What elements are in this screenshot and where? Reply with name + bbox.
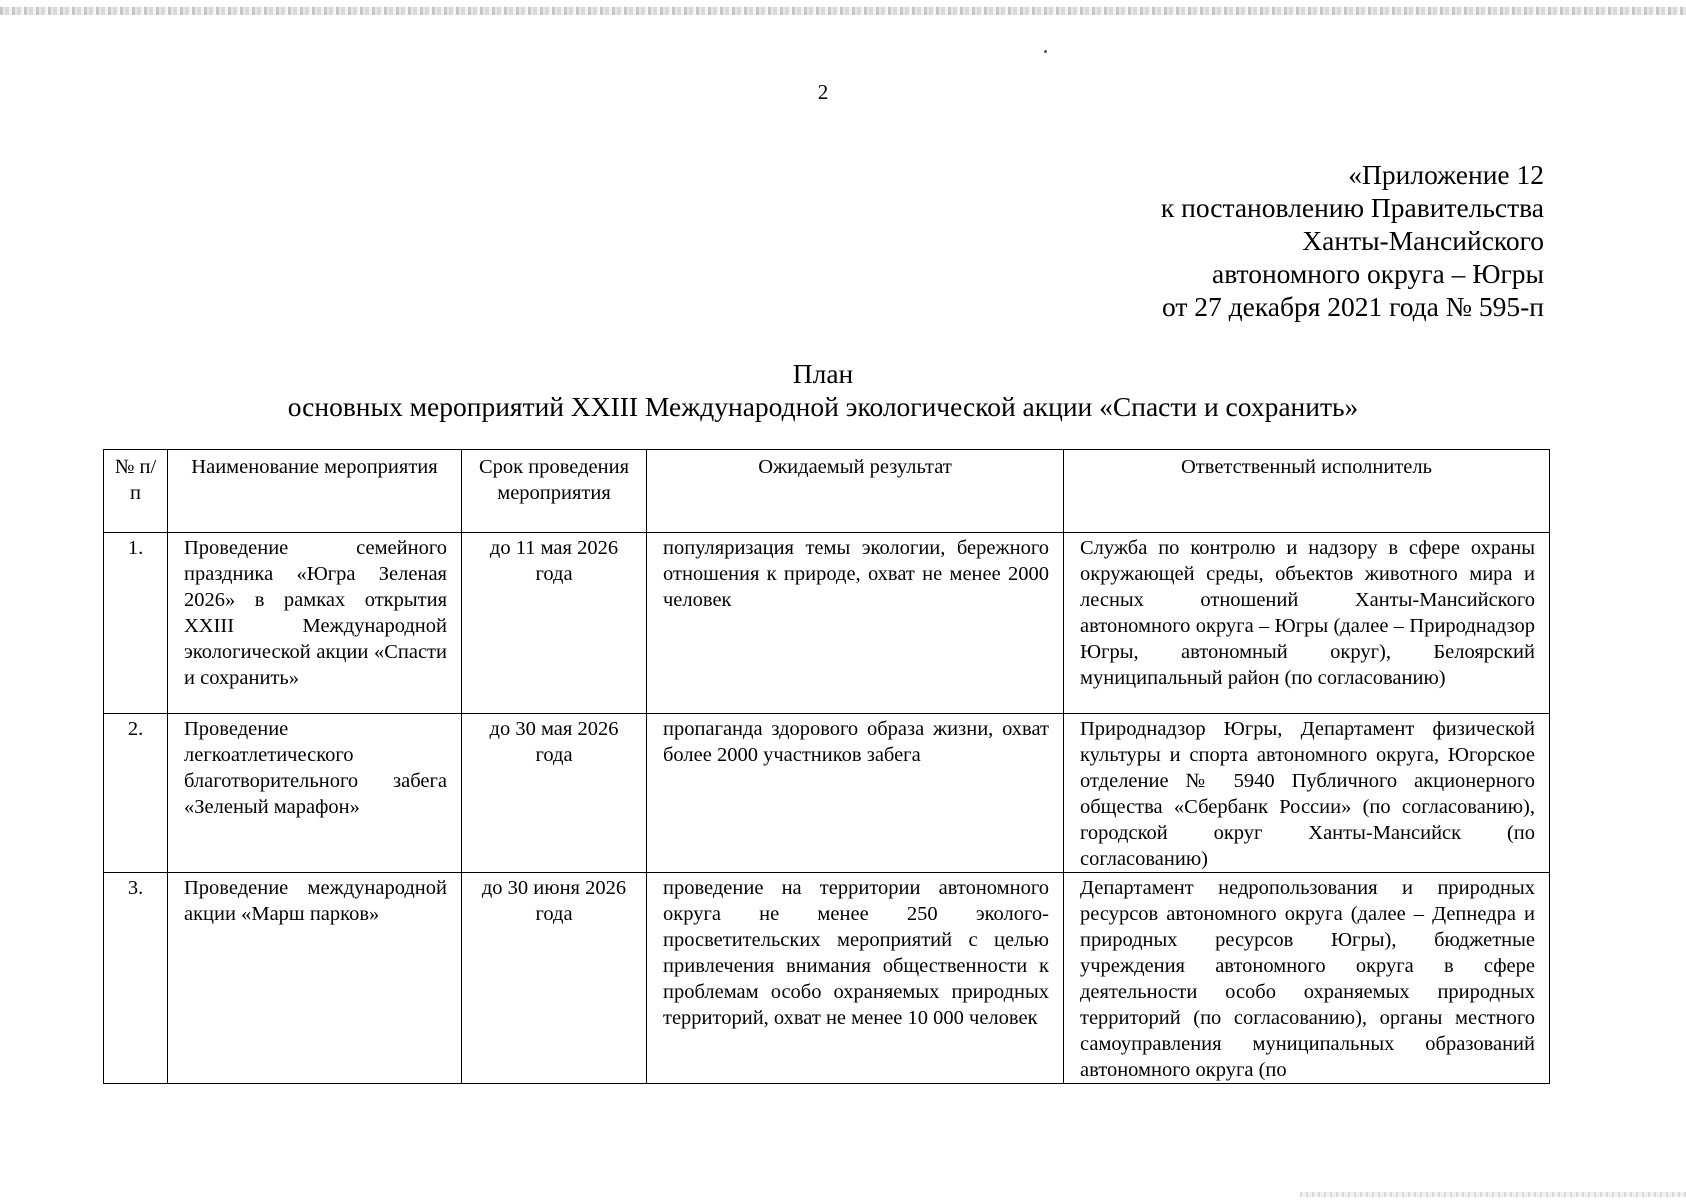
appendix-reference xyxy=(1161,158,1544,323)
responsible-executor: Природнадзор Югры, Департамент физической культуры и спорта автономного округа, Югорское отделение № 5940 Публичного акционерного общества «Сбербанк России» (по согласованию), городской округ Ханты-Мансийск (по согласованию) xyxy=(1064,714,1550,873)
row-number: 3. xyxy=(104,873,168,1084)
table-row xyxy=(104,533,1550,714)
responsible-executor: Департамент недропользования и природных ресурсов автономного округа (далее – Депнедра и природных ресурсов Югры), бюджетные учреждения автономного округа в сфере деятельности особо охраняемых природных территорий (по согласованию), органы местного самоуправления муниципальных образований автономного округа (по xyxy=(1064,873,1550,1084)
appendix-line: Ханты-Мансийского xyxy=(1302,225,1544,256)
appendix-line: к постановлению Правительства xyxy=(1160,192,1544,223)
scan-edge-top xyxy=(0,7,1686,15)
row-number: 2. xyxy=(104,714,168,873)
scan-edge-bottom xyxy=(1300,1192,1686,1197)
scan-speck xyxy=(1044,50,1047,53)
page-number: 2 xyxy=(817,80,829,104)
event-name: Проведение международной акции «Марш парков» xyxy=(168,873,462,1084)
header-num: № п/п xyxy=(104,450,168,533)
document-title: План xyxy=(792,358,854,389)
event-name: Проведение семейного праздника «Югра Зеленая 2026» в рамках открытия XXIII Международной экологической акции «Спасти и сохранить» xyxy=(168,533,462,714)
row-number: 1. xyxy=(104,533,168,714)
header-result: Ожидаемый результат xyxy=(647,450,1064,533)
document-subtitle: основных мероприятий XXIII Международной экологической акции «Спасти и сохранить» xyxy=(287,391,1359,422)
header-executor: Ответственный исполнитель xyxy=(1064,450,1550,533)
responsible-executor: Служба по контролю и надзору в сфере охраны окружающей среды, объектов животного мира и лесных отношений Ханты-Мансийского автономного округа – Югры (далее – Природнадзор Югры, автономный округ), Белоярский муниципальный район (по согласованию) xyxy=(1064,533,1550,714)
table-header-row xyxy=(104,450,1550,533)
event-term: до 30 мая 2026 года xyxy=(462,714,647,873)
header-term: Срок проведения мероприятия xyxy=(462,450,647,533)
plan-table xyxy=(103,449,1550,1084)
event-name: Проведение легкоатлетического благотворительного забега «Зеленый марафон» xyxy=(168,714,462,873)
expected-result: пропаганда здорового образа жизни, охват более 2000 участников забега xyxy=(647,714,1064,873)
header-name: Наименование мероприятия xyxy=(168,450,462,533)
expected-result: проведение на территории автономного округа не менее 250 эколого-просветительских мероприятий с целью привлечения внимания общественности к проблемам особо охраняемых природных территорий, охват не менее 10 000 человек xyxy=(647,873,1064,1084)
event-term: до 30 июня 2026 года xyxy=(462,873,647,1084)
table-row xyxy=(104,714,1550,873)
table-row xyxy=(104,873,1550,1084)
event-term: до 11 мая 2026 года xyxy=(462,533,647,714)
appendix-line: «Приложение 12 xyxy=(1348,159,1544,190)
appendix-line: автономного округа – Югры xyxy=(1212,258,1544,289)
appendix-line: от 27 декабря 2021 года № 595-п xyxy=(1161,291,1544,322)
expected-result: популяризация темы экологии, бережного отношения к природе, охват не менее 2000 человек xyxy=(647,533,1064,714)
